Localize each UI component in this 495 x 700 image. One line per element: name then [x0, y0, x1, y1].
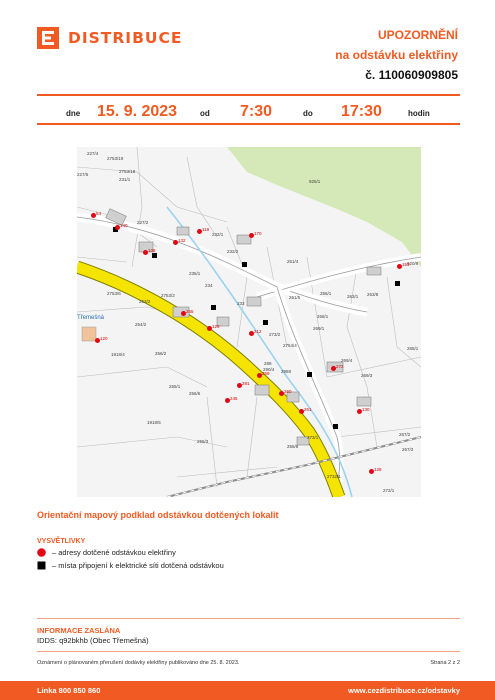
divider-info [37, 618, 460, 619]
parcel-label: 255/3 [197, 439, 209, 444]
address-number: 129 [212, 324, 220, 329]
legend-text: – adresy dotčené odstávkou elektřiny [52, 548, 176, 557]
address-number: 130 [362, 407, 370, 412]
parcel-label: 254/2 [135, 322, 147, 327]
parcel-label: 288 [264, 361, 272, 366]
time-to: 17:30 [341, 103, 382, 120]
hotline: Linka 800 850 860 [37, 686, 101, 695]
parcel-label: 231/1 [119, 177, 131, 182]
address-number: 261 [304, 407, 312, 412]
address-number: 132 [178, 238, 186, 243]
parcel-label: 263/1 [347, 294, 359, 299]
parcel-label: 2753/19 [107, 156, 124, 161]
parcel-label: 227/4 [87, 151, 99, 156]
parcel-label: 2732/1 [327, 474, 341, 479]
address-number: 54 [96, 211, 102, 216]
divider-top [37, 94, 460, 96]
divider-date [37, 123, 460, 125]
parcel-label: 235/1 [189, 271, 201, 276]
label-to: do [303, 109, 313, 118]
parcel-label: 227/2 [137, 220, 149, 225]
address-number: 260 [284, 389, 292, 394]
parcel-label: 290/4 [263, 367, 275, 372]
legend-item-connections [37, 561, 224, 570]
address-number: 259 [262, 371, 270, 376]
info-title: INFORMACE ZASLÁNA [37, 626, 121, 635]
parcel-label: 261/4 [287, 259, 299, 264]
notice-heading [335, 25, 458, 85]
cez-distribuce-logo [37, 27, 182, 49]
parcel-label: 269/1 [313, 326, 325, 331]
parcel-label: 2754/4 [283, 343, 297, 348]
outage-map [77, 147, 421, 497]
address-number: 255 [186, 309, 194, 314]
notice-number: č. 110060909805 [365, 68, 458, 82]
address-number: 128 [374, 467, 382, 472]
parcel-label: 273/2 [269, 332, 281, 337]
label-date: dne [66, 109, 81, 118]
parcel-label: 269/3 [361, 373, 373, 378]
page-number: Strana 2 z 2 [430, 660, 460, 666]
parcel-label: 234 [205, 283, 213, 288]
parcel-label: 232/2 [227, 249, 239, 254]
legend-item-addresses [37, 548, 176, 557]
parcel-label: 261/5 [289, 295, 301, 300]
outage-date: 15. 9. 2023 [97, 103, 178, 120]
parcel-label: 266/1 [320, 291, 332, 296]
parcel-label: 232/1 [212, 232, 224, 237]
parcel-label: 2988 [281, 369, 292, 374]
parcel-label: 272/1 [383, 488, 395, 493]
info-text: IDDS: q92bkhb (Obec Třemešná) [37, 636, 149, 645]
logo-text: DISTRIBUCE [68, 29, 183, 47]
address-number: 212 [254, 329, 262, 334]
parcel-label: 925/1 [309, 179, 321, 184]
address-number: 272 [336, 364, 344, 369]
parcel-label: 273/1 [307, 435, 319, 440]
parcel-label: 920/9 [407, 261, 419, 266]
footer-bar [0, 681, 495, 700]
parcel-label: 2753/2 [161, 293, 175, 298]
publication-note: Oznámení o plánovaném přerušení dodávky elektřiny publikováno dne 25. 8. 2023. [37, 660, 240, 666]
parcel-label: 265/1 [407, 346, 419, 351]
parcel-label: 255/1 [169, 384, 181, 389]
parcel-label: 2753/6 [107, 291, 121, 296]
address-number: 170 [254, 231, 262, 236]
label-hours: hodin [408, 109, 430, 118]
parcel-label: 267/3 [402, 447, 414, 452]
parcel-label: 267/2 [399, 432, 411, 437]
black-square-icon [37, 561, 46, 570]
website-link[interactable]: www.cezdistribuce.cz/odstavky [348, 686, 460, 695]
parcel-label: 253/2 [139, 299, 151, 304]
legend-title: VYSVĚTLIVKY [37, 538, 86, 545]
parcel-label: 268/1 [317, 314, 329, 319]
parcel-label: 263/8 [367, 292, 379, 297]
parcel-label: 256/6 [189, 391, 201, 396]
parcel-label: 256/8 [287, 444, 299, 449]
parcel-label: 227/5 [77, 172, 89, 177]
cez-logo-icon [37, 27, 59, 49]
legend-text: – místa připojení k elektrické síti dotčená odstávkou [52, 561, 224, 570]
parcel-label: 233 [237, 301, 245, 306]
address-number: 153 [402, 262, 410, 267]
address-number: 108 [148, 248, 156, 253]
notice-subtitle: na odstávku elektřiny [335, 48, 458, 62]
address-number: 245 [230, 396, 238, 401]
address-number: 120 [100, 336, 108, 341]
divider-footnote [37, 651, 460, 652]
parcel-label: 1918/5 [147, 420, 161, 425]
parcel-label: 2753/18 [119, 169, 136, 174]
parcel-label: 256/2 [155, 351, 167, 356]
address-number: 118 [202, 227, 210, 232]
village-label: Třemešná [77, 315, 105, 321]
parcel-label: 1918/4 [111, 352, 125, 357]
address-number: 140 [120, 223, 128, 228]
map-caption: Orientační mapový podklad odstávkou dotčených lokalit [37, 510, 279, 520]
address-number: 281 [242, 381, 250, 386]
red-circle-icon [37, 548, 46, 557]
parcel-label: 269/4 [341, 358, 353, 363]
time-from: 7:30 [240, 103, 273, 120]
label-from: od [200, 109, 210, 118]
notice-title: UPOZORNĚNÍ [377, 28, 458, 42]
date-row [37, 99, 460, 123]
